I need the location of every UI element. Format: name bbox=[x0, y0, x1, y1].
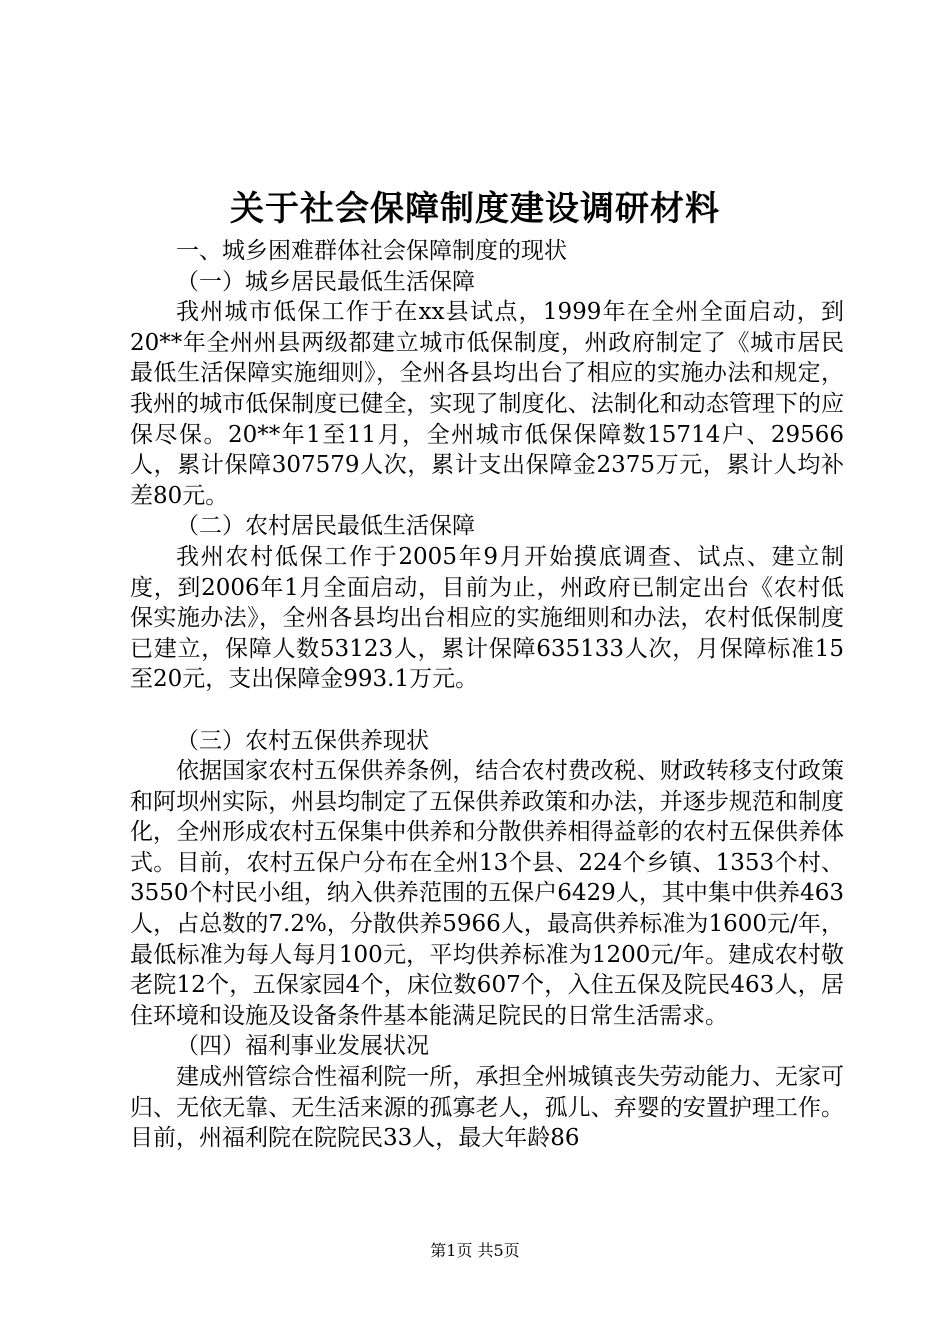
body-paragraph: 我州农村低保工作于2005年9月开始摸底调查、试点、建立制度，到2006年1月全面启动，目前为止，州政府已制定出台《农村低保实施办法》，全州各县均出台相应的实施细则和办法，农村低保制度已建立，保障人数53123人，累计保障635133人次，月保障标准15至20元，支出保障金993.1万元。 bbox=[130, 543, 844, 693]
subsection-heading: （一）城乡居民最低生活保障 bbox=[176, 268, 475, 295]
subsection-heading: （三）农村五保供养现状 bbox=[176, 727, 429, 754]
section-heading: 一、城乡困难群体社会保障制度的现状 bbox=[176, 238, 567, 264]
body-paragraph: 依据国家农村五保供养条例，结合农村费改税、财政转移支付政策和阿坝州实际，州县均制定了五保供养政策和办法，并逐步规范和制度化，全州形成农村五保集中供养和分散供养相得益彰的农村五保供养体式。目前，农村五保户分布在全州13个县、224个乡镇、1353个村、3550个村民小组，纳入供养范围的五保户6429人，其中集中供养463人，占总数的7.2%，分散供养5966人，最高供养标准为1600元/年，最低标准为每人每月100元，平均供养标准为1200元/年。建成农村敬老院12个，五保家园4个，床位数607个，入住五保及院民463人，居住环境和设施及设备条件基本能满足院民的日常生活需求。 bbox=[130, 758, 844, 1029]
document-body bbox=[130, 236, 844, 1154]
body-paragraph: 建成州管综合性福利院一所，承担全州城镇丧失劳动能力、无家可归、无依无靠、无生活来源的孤寡老人，孤儿、弃婴的安置护理工作。目前，州福利院在院院民33人，最大年龄86 bbox=[130, 1064, 844, 1152]
body-paragraph: 我州城市低保工作于在xx县试点，1999年在全州全面启动，到20**年全州州县两级都建立城市低保制度，州政府制定了《城市居民最低生活保障实施细则》，全州各县均出台了相应的实施办法和规定，我州的城市低保制度已健全，实现了制度化、法制化和动态管理下的应保尽保。20**年1至11月，全州城市低保保障数15714户、29566人，累计保障307579人次，累计支出保障金2375万元，累计人均补差80元。 bbox=[130, 299, 844, 509]
page-footer: 第1页 共5页 bbox=[430, 1241, 520, 1260]
document-title: 关于社会保障制度建设调研材料 bbox=[230, 189, 720, 229]
subsection-heading: （四）福利事业发展状况 bbox=[176, 1033, 429, 1060]
subsection-heading: （二）农村居民最低生活保障 bbox=[176, 513, 475, 540]
blank-line bbox=[130, 695, 844, 726]
